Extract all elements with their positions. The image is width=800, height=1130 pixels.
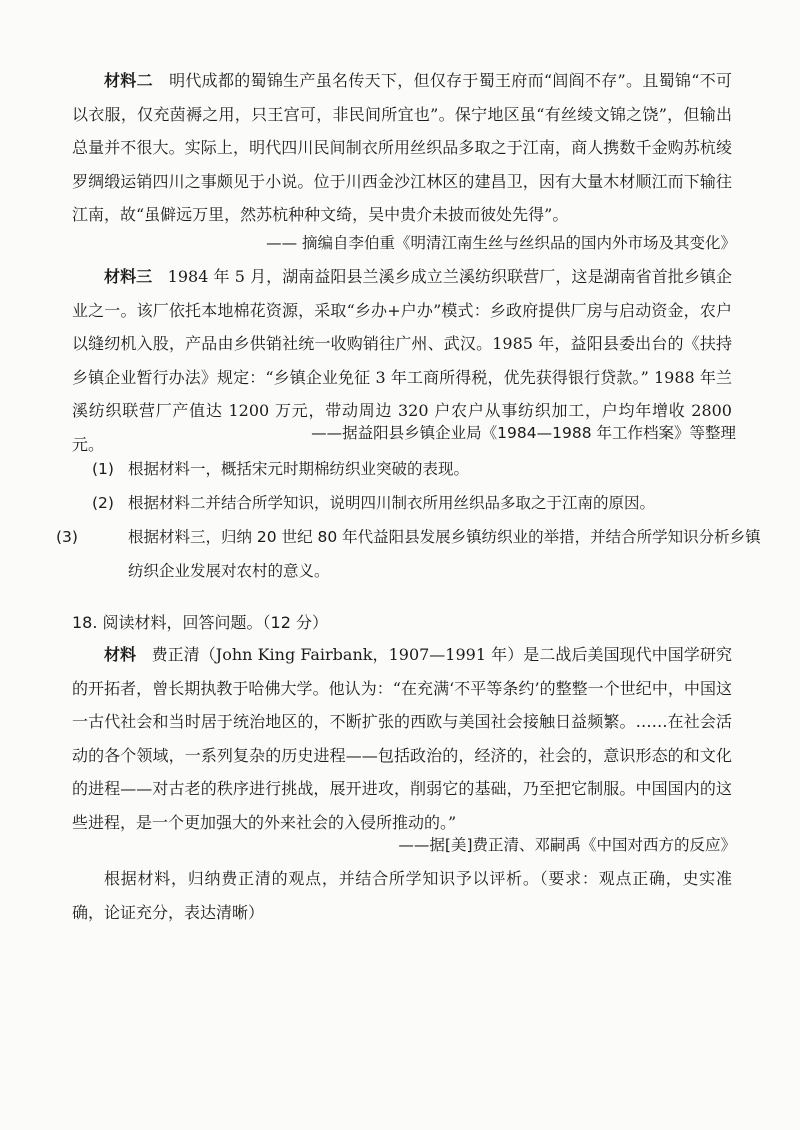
question-number: (3) [56, 528, 78, 546]
question-number: (2) [92, 494, 114, 512]
material-2-text: 明代成都的蜀锦生产虽名传天下，但仅存于蜀王府而“闾阎不存”。且蜀锦“不可以衣服，仅充茵褥之用，只王宫可，非民间所宜也”。保宁地区虽“有丝绫文锦之饶”，但输出总量并不很大。实际上，明代四川民间制衣所用丝织品多取之于江南，商人携数千金购苏杭绫罗绸缎运销四川之事颇见于小说。位于川西金沙江林区的建昌卫，因有大量木材顺江而下输往江南，故“虽僻远万里，然苏杭种种文绮，吴中贵介未披而彼处先得”。 [72, 71, 732, 224]
material-3-text: 1984 年 5 月，湖南益阳县兰溪乡成立兰溪纺织联营厂，这是湖南省首批乡镇企业之一。该厂依托本地棉花资源，采取“乡办+户办”模式：乡政府提供厂房与启动资金，农户以缝纫机入股，产品由乡供销社统一收购销往广州、武汉。1985 年，益阳县委出台的《扶持乡镇企业暂行办法》规定：“乡镇企业免征 3 年工商所得税，优先获得银行贷款。” 1988 年兰溪纺织联营厂产值达 1200 万元，带动周边 320 户农户从事纺织加工，户均年增收 2800 元。 [72, 267, 732, 454]
question-text: 根据材料二并结合所学知识，说明四川制衣所用丝织品多取之于江南的原因。 [128, 494, 656, 512]
question-18-source: ——据[美]费正清、邓嗣禹《中国对西方的反应》 [398, 836, 736, 854]
question-text: 根据材料三，归纳 20 世纪 80 年代益阳县发展乡镇纺织业的举措，并结合所学知识分析乡镇纺织企业发展对农村的意义。 [128, 528, 761, 580]
question-18-material-label: 材料 [104, 645, 137, 664]
question-17-1 [92, 452, 732, 486]
question-18-instruction: 根据材料，归纳费正清的观点，并结合所学知识予以评析。（要求：观点正确，史实准确，论证充分，表达清晰） [72, 869, 732, 922]
question-18-heading: 18. 阅读材料，回答问题。（12 分） [72, 613, 328, 632]
material-2-paragraph [72, 64, 732, 232]
material-3-label: 材料三 [104, 267, 153, 286]
question-17-2 [92, 486, 732, 520]
question-text: 根据材料一，概括宋元时期棉纺织业突破的表现。 [128, 460, 470, 478]
material-2-source: —— 摘编自李伯重《明清江南生丝与丝织品的国内外市场及其变化》 [266, 234, 736, 252]
question-17-3 [56, 520, 768, 588]
material-2-label: 材料二 [104, 71, 153, 90]
question-number: (1) [92, 460, 114, 478]
question-18-material [72, 638, 732, 839]
material-3-source: ——据益阳县乡镇企业局《1984—1988 年工作档案》等整理 [311, 424, 736, 442]
question-18-material-text: 费正清（John King Fairbank，1907—1991 年）是二战后美国现代中国学研究的开拓者，曾长期执教于哈佛大学。他认为：“在充满‘不平等条约’的整整一个世纪中，中国这一古代社会和当时居于统治地区的，不断扩张的西欧与美国社会接触日益频繁。……在社会活动的各个领域，一系列复杂的历史进程——包括政治的，经济的，社会的，意识形态的和文化的进程——对古老的秩序进行挑战，展开进攻，削弱它的基础，乃至把它制服。中国国内的这些进程，是一个更加强大的外来社会的入侵所推动的。” [72, 645, 732, 832]
